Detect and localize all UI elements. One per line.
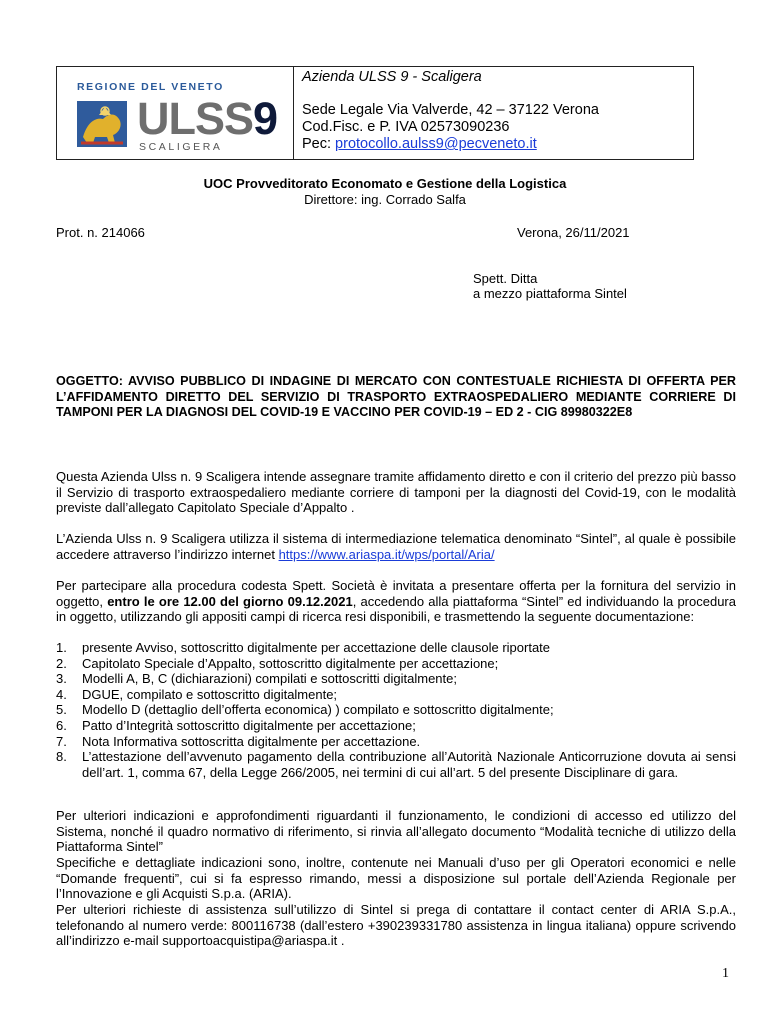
list-item-text: Capitolato Speciale d’Appalto, sottoscritto digitalmente per accettazione; [82, 655, 499, 671]
paragraph-intro: Questa Azienda Ulss n. 9 Scaligera intende assegnare tramite affidamento diretto e con il criterio del prezzo più basso il Servizio di trasporto extraospedaliero mediante corriere di tamponi per la diagnosti del Covid-19, con le modalità previste dall’allegato Capitolato Speciale d’Appalto . [56, 469, 736, 516]
paragraph-assistance: Per ulteriori richieste di assistenza sull’utilizzo di Sintel si prega di contattare il contact center di ARIA S.p.A., telefonando al numero verde: 800116738 (dall’estero +390239331780 assistenza in lingua italiana) oppure scrivendo all’indirizzo e-mail supportoacquistipa@ariaspa.it . [56, 902, 736, 949]
page-number: 1 [722, 966, 729, 981]
list-item-number: 1. [56, 640, 67, 655]
letterhead [56, 66, 694, 160]
list-item [56, 702, 736, 718]
ulss-label: ULSS [137, 93, 254, 144]
list-item [56, 749, 736, 780]
list-item-text: Nota Informativa sottoscritta digitalmente per accettazione. [82, 733, 421, 749]
sintel-text: L’Azienda Ulss n. 9 Scaligera utilizza il sistema di intermediazione telematica denominato “Sintel”, al quale è possibile accedere attraverso l’indirizzo internet [56, 531, 736, 562]
recipient-line1: Spett. Ditta [473, 271, 538, 286]
logo-cell [57, 67, 294, 159]
list-item-number: 2. [56, 655, 67, 671]
list-item [56, 656, 736, 672]
list-item-number: 8. [56, 749, 67, 765]
org-name: Azienda ULSS 9 - Scaligera [302, 69, 482, 85]
ulss-number: 9 [253, 93, 278, 144]
list-item-text: DGUE, compilato e sottoscritto digitalmente; [82, 686, 338, 702]
list-item-text: Modelli A, B, C (dichiarazioni) compilati e sottoscritti digitalmente; [82, 671, 457, 687]
org-address: Sede Legale Via Valverde, 42 – 37122 Verona [302, 102, 599, 118]
participation-text-a: Per partecipare alla procedura codesta Spett. Società è invitata a presentare offerta per la fornitura del servizio in oggetto, [56, 578, 736, 609]
paragraph-participation [56, 578, 736, 625]
department-title: UOC Provveditorato Economato e Gestione della Logistica [203, 176, 567, 191]
ulss-logo-text [137, 95, 277, 143]
list-item-text: Modello D (dettaglio dell’offerta economica) ) compilato e sottoscritto digitalmente; [82, 702, 554, 718]
org-info [294, 67, 693, 159]
paragraph-further-info: Per ulteriori indicazioni e approfondimenti riguardanti il funzionamento, le condizioni di accesso ed utilizzo del Sistema, nonché il quadro normativo di riferimento, si rinvia all’allegato documento “Modalità tecniche di utilizzo della Piattaforma Sintel” [56, 808, 736, 855]
list-item-number: 4. [56, 686, 67, 702]
paragraph-manuals: Specifiche e dettagliate indicazioni sono, inoltre, contenute nei Manuali d’uso per gli Operatori economici e nelle “Domande frequenti”, cui si fa espresso rimando, messi a disposizione sul portale dell’Azienda Regionale per l’Innovazione e gli Acquisti S.p.a. (ARIA). [56, 855, 736, 902]
place-date: Verona, 26/11/2021 [517, 225, 630, 240]
pec-email-link[interactable]: protocollo.aulss9@pecveneto.it [335, 136, 537, 152]
recipient-line2: a mezzo piattaforma Sintel [473, 286, 627, 301]
deadline-text: entro le ore 12.00 del giorno 09.12.2021 [107, 593, 353, 609]
list-item-text: Patto d’Integrità sottoscritto digitalmente per accettazione; [82, 717, 416, 733]
list-item [56, 718, 736, 734]
aria-portal-link[interactable]: https://www.ariaspa.it/wps/portal/Aria/ [278, 546, 495, 562]
subject-heading: OGGETTO: AVVISO PUBBLICO DI INDAGINE DI MERCATO CON CONTESTUALE RICHIESTA DI OFFERTA PER L’AFFIDAMENTO DIRETTO DEL SERVIZIO DI TRASPORTO EXTRAOSPEDALIERO MEDIANTE CORRIERE DI TAMPONI PER LA DIAGNOSI DEL COVID-19 E VACCINO PER COVID-19 – ED 2 - CIG 89980322E8 [56, 374, 736, 419]
list-item-text: L’attestazione dell’avvenuto pagamento della contribuzione all’Autorità Nazionale Anticorruzione dovuta ai sensi dell’art. 1, comma 67, della Legge 266/2005, nei termini di cui all’art. 5 del presente Disciplinare di gara. [82, 749, 736, 780]
list-item [56, 640, 736, 656]
scaligera-label: SCALIGERA [139, 141, 223, 153]
documents-list [56, 640, 736, 780]
department-director: Direttore: ing. Corrado Salfa [304, 192, 466, 207]
list-item-text: presente Avviso, sottoscritto digitalmente per accettazione delle clausole riportate [82, 640, 551, 655]
org-pec [302, 136, 693, 153]
protocol-number: Prot. n. 214066 [56, 225, 145, 240]
list-item [56, 734, 736, 750]
list-item-number: 3. [56, 671, 67, 687]
lion-of-saint-mark-icon [75, 99, 129, 149]
pec-label: Pec: [302, 136, 336, 152]
region-label: REGIONE DEL VENETO [77, 81, 224, 93]
list-item [56, 671, 736, 687]
list-item [56, 687, 736, 703]
participation-text-b: , accedendo alla piattaforma “Sintel” ed individuando la procedura in oggetto, utilizzando gli appositi campi di ricerca resi disponibili, e trasmettendo la seguente documentazione: [56, 593, 736, 625]
list-item-number: 6. [56, 717, 67, 733]
list-item-number: 7. [56, 733, 67, 749]
paragraph-sintel [56, 531, 736, 562]
org-tax-id: Cod.Fisc. e P. IVA 02573090236 [302, 119, 510, 135]
list-item-number: 5. [56, 702, 67, 718]
